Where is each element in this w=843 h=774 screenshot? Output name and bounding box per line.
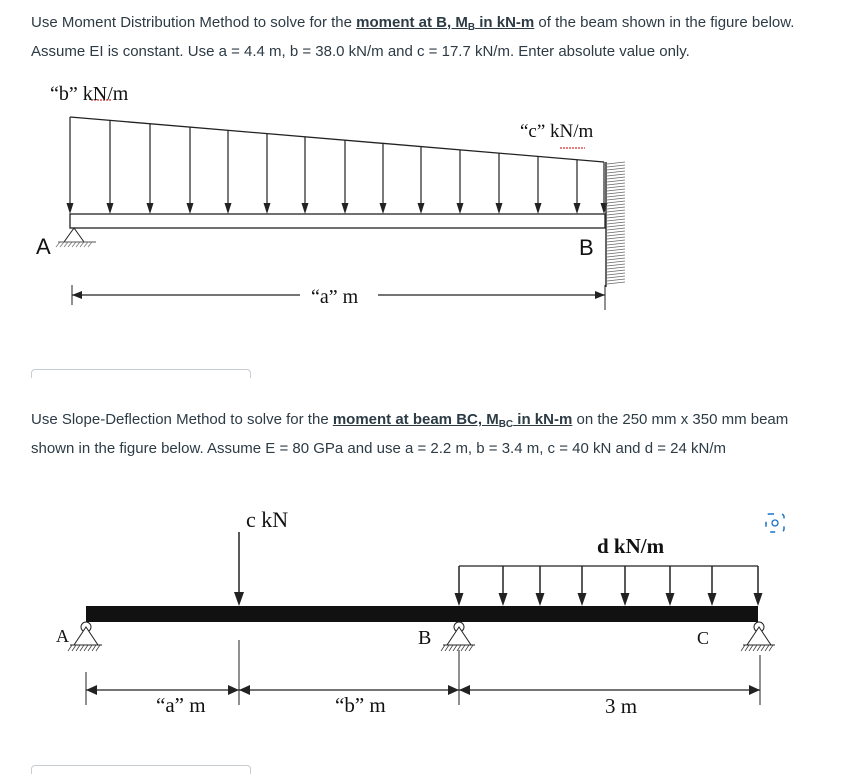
load-arrowhead bbox=[621, 593, 630, 606]
pin-support-a-hatch bbox=[88, 645, 92, 651]
focus-frame-icon[interactable] bbox=[766, 514, 784, 532]
pin-support-c-hatch bbox=[761, 645, 765, 651]
pin-support-c-hatch bbox=[757, 645, 761, 651]
load-arrowhead bbox=[754, 593, 763, 606]
support-a-label-2: A bbox=[56, 626, 69, 646]
question-1-target-main: moment at B, M bbox=[356, 14, 468, 31]
answer-input-2[interactable] bbox=[31, 765, 251, 774]
support-a-label: A bbox=[36, 234, 51, 259]
pin-support-b-hatch bbox=[441, 645, 445, 651]
pin-support-c-hatch bbox=[753, 645, 757, 651]
span-1-label: “a” m bbox=[156, 693, 206, 717]
beam-2 bbox=[86, 606, 758, 622]
dimension-arrowhead bbox=[239, 685, 250, 695]
span-label: “a” m bbox=[311, 286, 359, 308]
pin-support-a-triangle bbox=[74, 627, 98, 645]
load-right-label: “c” kN/m bbox=[520, 121, 594, 142]
pin-support-b-hatch bbox=[445, 645, 449, 651]
pin-support-a-hatch bbox=[84, 645, 88, 651]
pin-support-c-hatch bbox=[741, 645, 745, 651]
dimension-arrowhead bbox=[228, 685, 239, 695]
pin-support-a-hatch bbox=[92, 645, 96, 651]
load-arrowhead bbox=[578, 593, 587, 606]
pin-support-b-hatch bbox=[449, 645, 453, 651]
pin-support-a-hatch bbox=[96, 645, 100, 651]
dimension-arrowhead bbox=[448, 685, 459, 695]
pin-support-b-hatch bbox=[465, 645, 469, 651]
pin-support-b-hatch bbox=[461, 645, 465, 651]
span-3-label: 3 m bbox=[605, 694, 638, 718]
span-2-label: “b” m bbox=[335, 693, 386, 717]
load-arrowhead bbox=[536, 593, 545, 606]
load-arrowhead bbox=[708, 593, 717, 606]
dimension-arrowhead bbox=[86, 685, 97, 695]
load-arrowhead bbox=[666, 593, 675, 606]
support-b-label: B bbox=[579, 235, 594, 260]
pin-support-c-hatch bbox=[765, 645, 769, 651]
pin-support-b-hatch bbox=[469, 645, 473, 651]
pin-support-c-hatch bbox=[769, 645, 773, 651]
support-c-label: C bbox=[697, 628, 710, 648]
point-load-arrowhead bbox=[234, 592, 244, 606]
pin-support-c-hatch bbox=[749, 645, 753, 651]
pin-support-c-hatch bbox=[745, 645, 749, 651]
question-2-intro: Use Slope-Deflection Method to solve for the bbox=[31, 411, 333, 428]
pin-support-a-hatch bbox=[76, 645, 80, 651]
question-1-intro: Use Moment Distribution Method to solve for the bbox=[31, 14, 357, 31]
question-2-details: on the 250 mm x 350 mm beam shown in the figure below. Assume E = 80 GPa and use a = 2.2 m, b = 3.4 m, c = 40 kN and d = 24 kN/m bbox=[31, 411, 789, 457]
question-1-target-unit: in kN-m bbox=[475, 14, 535, 31]
pin-support-a-hatch bbox=[80, 645, 84, 651]
load-arrowhead bbox=[455, 593, 464, 606]
question-1-details: of the beam shown in the figure below. Assume EI is constant. Use a = 4.4 m, b = 38.0 kN/m and c = 17.7 kN/m. Enter absolute value only. bbox=[31, 14, 795, 60]
question-2-target-sub: BC bbox=[498, 419, 514, 430]
question-2-target-main: moment at beam BC, M bbox=[332, 411, 499, 428]
question-1-target-sub: B bbox=[467, 22, 476, 33]
pin-support-a-hatch bbox=[72, 645, 76, 651]
pin-support-b-triangle bbox=[447, 627, 471, 645]
point-load-label: c kN bbox=[246, 507, 289, 532]
support-b-label-2: B bbox=[418, 627, 432, 649]
load-arrows-2 bbox=[455, 566, 763, 606]
pin-support-c-triangle bbox=[747, 627, 771, 645]
question-2-target-unit: in kN-m bbox=[513, 411, 573, 428]
dimension-arrowhead bbox=[749, 685, 760, 695]
dist-load-label: d kN/m bbox=[597, 534, 665, 558]
load-left-label: “b” kN/m bbox=[50, 83, 129, 105]
pin-support-b-hatch bbox=[453, 645, 457, 651]
load-arrowhead bbox=[499, 593, 508, 606]
dimension-arrowhead bbox=[459, 685, 470, 695]
